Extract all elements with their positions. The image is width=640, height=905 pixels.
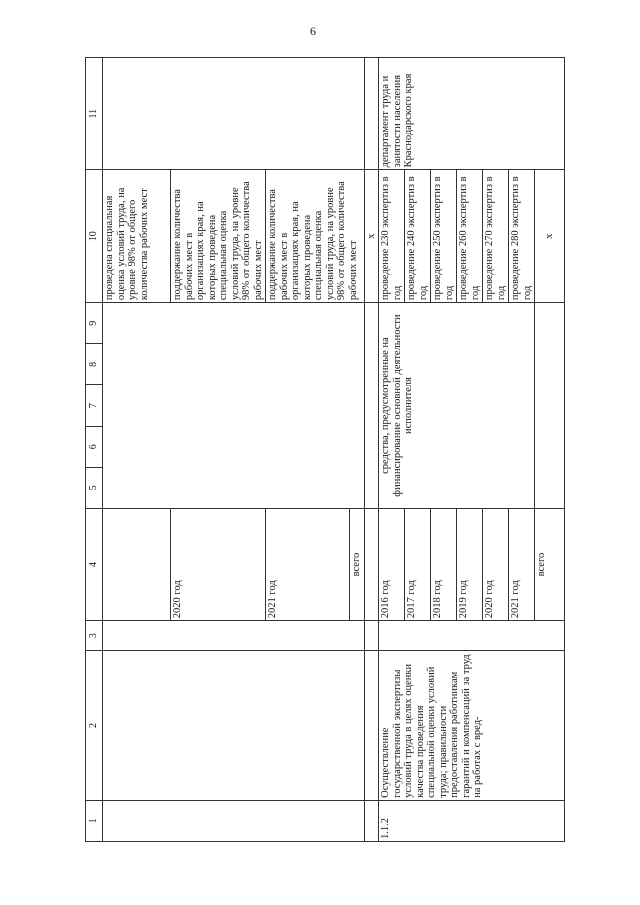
year-cell: 2018 год [431, 508, 457, 620]
indicator-cell: проведение 240 экспертиз в год [405, 170, 431, 303]
col-header-1: 1 [86, 800, 103, 841]
indicator-cell: проведена специальная оценка условий труда, на уровне 98% от общего количества рабочих мест [103, 170, 171, 303]
rotated-table-page [85, 57, 560, 842]
col-header-6: 6 [86, 426, 103, 467]
total-value: x [364, 170, 379, 303]
total-label: всего [535, 508, 565, 620]
page-number: 6 [310, 24, 316, 38]
program-table [85, 57, 565, 842]
indicator-cell: проведение 270 экспертиз в год [483, 170, 509, 303]
col-header-4: 4 [86, 508, 103, 620]
header-row [86, 58, 103, 842]
year-cell: 2016 год [379, 508, 405, 620]
item-name: Осуществление государственной экспертизы условий труда в целях оценки качества проведения специальной оценки условий труда; правильности предоставления работникам гарантий и компенсаций за труд на работах с вред- [379, 651, 565, 801]
table-row [364, 58, 379, 842]
indicator-cell: поддержание количества рабочих мест в организациях края, на которых проведена специальная оценка условий труда, на уровне 98% от общего количества рабочих мест [266, 170, 365, 303]
col-header-8: 8 [86, 344, 103, 385]
year-cell: 2021 год [266, 508, 350, 620]
table-row [103, 58, 171, 842]
year-cell: 2020 год [171, 508, 266, 620]
year-cell: 2017 год [405, 508, 431, 620]
total-label: всего [350, 508, 365, 620]
indicator-cell: проведение 260 экспертиз в год [457, 170, 483, 303]
col-header-5: 5 [86, 467, 103, 508]
year-cell: 2021 год [509, 508, 535, 620]
col-header-11: 11 [86, 58, 103, 170]
funding-source: средства, предусмотренные на финансирование основной деятельности исполнителя [379, 303, 535, 509]
col-header-9: 9 [86, 303, 103, 344]
col-header-7: 7 [86, 385, 103, 426]
year-cell: 2019 год [457, 508, 483, 620]
indicator-cell: проведение 280 экспертиз в год [509, 170, 535, 303]
year-cell: 2020 год [483, 508, 509, 620]
col-header-2: 2 [86, 651, 103, 801]
col-header-3: 3 [86, 621, 103, 651]
indicator-cell: проведение 230 экспертиз в год [379, 170, 405, 303]
indicator-cell: поддержание количества рабочих мест в организациях края, на которых проведена специальная оценка условий труда, на уровне 98% от общего количества рабочих мест [171, 170, 266, 303]
table-row [379, 58, 405, 842]
total-value: x [535, 170, 565, 303]
col-header-10: 10 [86, 170, 103, 303]
item-number: 1.1.2 [379, 800, 565, 841]
executor: департамент труда и занятости населения Краснодарского края [379, 58, 565, 170]
indicator-cell: проведение 250 экспертиз в год [431, 170, 457, 303]
